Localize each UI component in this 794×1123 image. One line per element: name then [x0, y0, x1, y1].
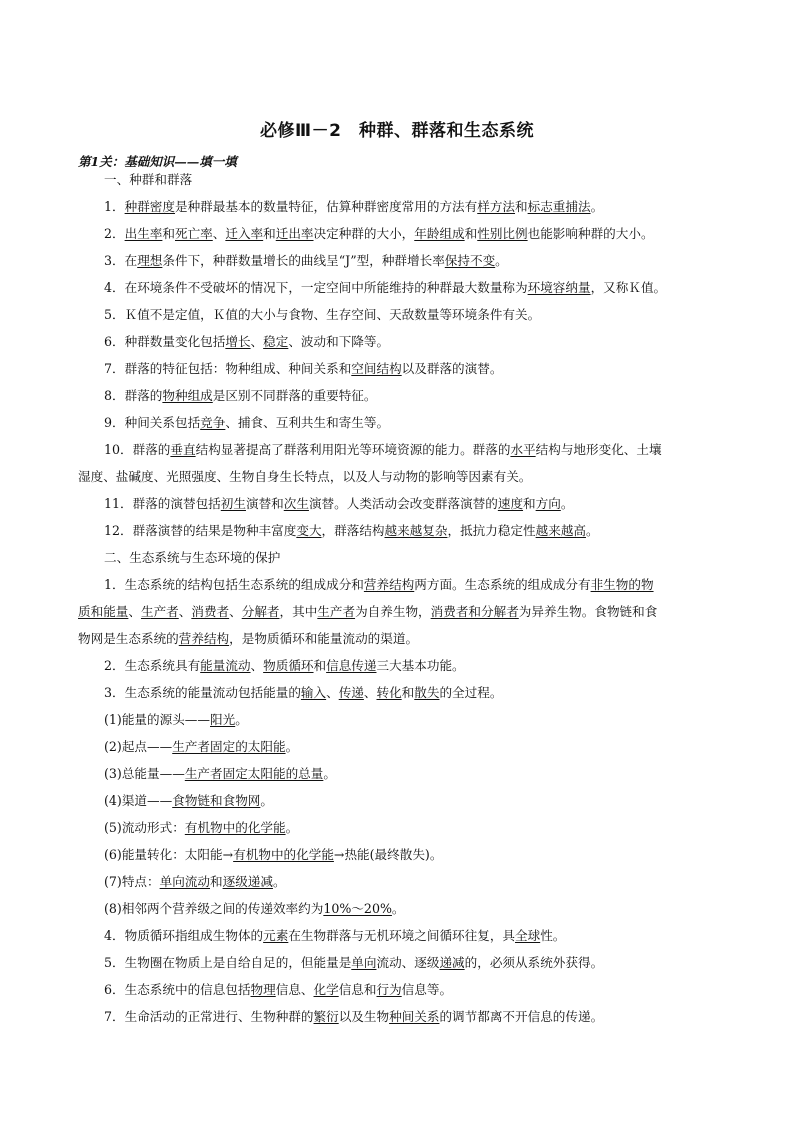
page-title: 必修Ⅲ－2 种群、群落和生态系统: [260, 121, 534, 141]
text-segment: 、: [128, 604, 141, 619]
text-segment: 以及群落的演替。: [401, 361, 503, 376]
text-segment: 为自养生物，: [355, 604, 431, 619]
text-segment: 。: [560, 496, 574, 511]
text-segment: 。: [586, 523, 599, 538]
text-segment: 信息、: [275, 982, 314, 997]
text-segment: (4)渠道——: [104, 793, 173, 808]
underlined-answer: 迁出率: [275, 226, 314, 241]
underlined-answer: 逐级递减: [222, 874, 273, 889]
underlined-answer: 非生物的物: [590, 577, 654, 592]
text-segment: 结构与地形变化、土壤: [535, 442, 662, 457]
text-line: [0, 900, 794, 918]
underlined-answer: 递减: [439, 955, 465, 970]
text-segment: 条件下，种群数量增长的曲线呈“J”型，种群增长率: [162, 253, 445, 268]
text-segment: (3)总能量——: [104, 766, 185, 781]
text-segment: 1．: [104, 199, 125, 214]
text-segment: 1．生态系统的结构包括生态系统的组成成分和: [104, 577, 364, 592]
text-segment: 和: [263, 226, 276, 241]
underlined-answer: 质和能量: [78, 604, 129, 619]
text-segment: 7．生命活动的正常进行、生物种群的: [104, 1009, 314, 1024]
text-segment: ，群落结构: [321, 523, 385, 538]
text-segment: (2)起点——: [104, 739, 173, 754]
underlined-answer: 行为: [376, 982, 402, 997]
underlined-answer: 信息传递: [326, 658, 377, 673]
text-segment: 湿度、盐碱度、光照强度、生物自身生长特点，以及人与动物的影响等因素有关。: [78, 469, 532, 484]
text-segment: 信息和: [338, 982, 377, 997]
text-segment: 决定种群的大小，: [313, 226, 415, 241]
underlined-answer: 有机物中的化学能: [184, 820, 286, 835]
text-line: [0, 252, 794, 270]
text-segment: 。: [323, 766, 336, 781]
text-segment: 和: [162, 226, 175, 241]
text-segment: 、: [250, 658, 264, 673]
text-segment: 。: [285, 739, 299, 754]
text-segment: 。: [260, 793, 273, 808]
text-line: [0, 576, 794, 594]
underlined-answer: 标志重捕法: [527, 199, 591, 214]
underlined-answer: 垂直: [170, 442, 196, 457]
text-line: [0, 495, 794, 513]
text-line: [0, 927, 794, 945]
text-segment: (8)相邻两个营养级之间的传递效率约为: [104, 901, 324, 916]
underlined-answer: 空间结构: [351, 361, 402, 376]
text-line: [0, 630, 794, 648]
underlined-answer: 水平: [510, 442, 536, 457]
text-segment: 9．种间关系包括: [104, 415, 201, 430]
underlined-answer: 增长: [225, 334, 251, 349]
text-segment: 和: [523, 496, 536, 511]
text-segment: ，是物质循环和能量流动的渠道。: [229, 631, 419, 646]
text-line: [0, 198, 794, 216]
text-segment: 结构显著提高了群落利用阳光等环境资源的能力。群落的: [195, 442, 511, 457]
underlined-answer: 次生: [283, 496, 309, 511]
underlined-answer: 10%～20%: [323, 901, 392, 916]
text-segment: 信息等。: [401, 982, 453, 997]
text-segment: 性。: [540, 928, 566, 943]
text-segment: (5)流动形式：: [104, 820, 185, 835]
underlined-answer: 生产者固定的太阳能: [172, 739, 286, 754]
underlined-answer: 消费者: [191, 604, 230, 619]
underlined-answer: 稳定: [263, 334, 289, 349]
text-line: [0, 468, 794, 486]
text-segment: 、波动和下降等。: [288, 334, 390, 349]
text-segment: →热能(最终散失)。: [333, 847, 443, 862]
text-segment: 5．Ｋ值不是定值，Ｋ值的大小与食物、生存空间、天敌数量等环境条件有关。: [104, 307, 541, 322]
underlined-answer: 迁入率: [225, 226, 264, 241]
text-segment: 10．群落的: [104, 442, 171, 457]
underlined-answer: 物质循环: [263, 658, 314, 673]
text-segment: 也能影响种群的大小。: [527, 226, 654, 241]
underlined-answer: 变大: [296, 523, 322, 538]
underlined-answer: 转化: [376, 685, 402, 700]
underlined-answer: 初生: [220, 496, 246, 511]
underlined-answer: 阳光: [210, 712, 236, 727]
text-segment: 。: [285, 820, 299, 835]
text-segment: ，抵抗力稳定性: [447, 523, 536, 538]
text-line: [0, 711, 794, 729]
text-segment: 是种群最基本的数量特征，估算种群密度常用的方法有: [174, 199, 478, 214]
text-segment: (7)特点：: [104, 874, 160, 889]
text-segment: 和: [401, 685, 415, 700]
text-segment: 、: [229, 604, 242, 619]
underlined-answer: 方向: [535, 496, 561, 511]
text-segment: 的全过程。: [439, 685, 503, 700]
text-segment: 4．在环境条件不受破坏的情况下，一定空间中所能维持的种群最大数量称为: [104, 280, 528, 295]
text-segment: 2．生态系统具有: [104, 658, 201, 673]
text-line: [0, 954, 794, 972]
text-line: [0, 387, 794, 405]
underlined-answer: 速度: [497, 496, 524, 511]
underlined-answer: 生产者固定太阳能的总量: [184, 766, 324, 781]
underlined-answer: 竞争: [200, 415, 226, 430]
underlined-answer: 死亡率: [174, 226, 213, 241]
text-segment: 和: [210, 874, 223, 889]
text-line: [0, 549, 794, 567]
text-line: [0, 657, 794, 675]
text-line: [0, 738, 794, 756]
text-segment: 12．群落演替的结果是物种丰富度: [104, 523, 297, 538]
text-segment: (6)能量转化：太阳能→: [104, 847, 234, 862]
text-segment: 和: [313, 658, 327, 673]
text-segment: 6．种群数量变化包括: [104, 334, 226, 349]
text-line: [0, 333, 794, 351]
underlined-answer: 有机物中的化学能: [233, 847, 334, 862]
text-segment: 2．: [104, 226, 125, 241]
text-segment: 两方面。生态系统的组成成分有: [414, 577, 591, 592]
text-segment: 7．群落的特征包括：物种组成、种间关系和: [104, 361, 352, 376]
underlined-answer: 性别比例: [477, 226, 528, 241]
text-segment: 流动、逐级: [376, 955, 440, 970]
section-subtitle: 第1关：基础知识——填一填: [78, 154, 237, 169]
underlined-answer: 能量流动: [200, 658, 251, 673]
text-segment: 和: [515, 199, 528, 214]
underlined-answer: 种群密度: [124, 199, 175, 214]
underlined-answer: 单向流动: [159, 874, 210, 889]
text-segment: ，又称Ｋ值。: [590, 280, 667, 295]
text-line: [0, 603, 794, 621]
text-segment: 演替。人类活动会改变群落演替的: [308, 496, 498, 511]
underlined-answer: 保持不变: [444, 253, 496, 268]
underlined-answer: 营养结构: [178, 631, 230, 646]
text-line: [0, 873, 794, 891]
text-segment: 一、种群和群落: [104, 172, 193, 187]
text-segment: 。: [590, 199, 604, 214]
text-segment: 在生物群落与无机环境之间循环往复，具: [288, 928, 516, 943]
underlined-answer: 全球: [515, 928, 541, 943]
text-line: [0, 765, 794, 783]
text-segment: 3．在: [104, 253, 138, 268]
underlined-answer: 输入: [300, 685, 327, 700]
text-line: [0, 171, 794, 189]
text-segment: 8．群落的: [104, 388, 163, 403]
text-segment: 。: [272, 874, 286, 889]
text-segment: 演替和: [245, 496, 284, 511]
text-line: [0, 360, 794, 378]
underlined-answer: 营养结构: [363, 577, 415, 592]
text-segment: 、: [212, 226, 226, 241]
underlined-answer: 生产者: [317, 604, 356, 619]
underlined-answer: 元素: [263, 928, 289, 943]
underlined-answer: 化学: [313, 982, 339, 997]
underlined-answer: 环境容纳量: [527, 280, 591, 295]
text-segment: 和: [464, 226, 478, 241]
text-segment: 5．生物圈在物质上是自给自足的，但能量是: [104, 955, 352, 970]
underlined-answer: 种间关系: [389, 1009, 440, 1024]
text-segment: 、: [250, 334, 264, 349]
text-segment: 、捕食、互利共生和寄生等。: [225, 415, 390, 430]
underlined-answer: 物理: [250, 982, 276, 997]
underlined-answer: 繁衍: [313, 1009, 339, 1024]
text-segment: 的，必须从系统外获得。: [464, 955, 604, 970]
text-segment: (1)能量的源头——: [104, 712, 210, 727]
text-line: [0, 414, 794, 432]
underlined-answer: 食物链和食物网: [172, 793, 261, 808]
underlined-answer: 越来越高: [535, 523, 586, 538]
text-line: [0, 522, 794, 540]
text-line: [0, 792, 794, 810]
underlined-answer: 年龄组成: [414, 226, 465, 241]
underlined-answer: 理想: [137, 253, 163, 268]
text-segment: 6．生态系统中的信息包括: [104, 982, 251, 997]
text-segment: 三大基本功能。: [376, 658, 465, 673]
underlined-answer: 单向: [351, 955, 377, 970]
text-segment: 。: [391, 901, 405, 916]
text-segment: 为异养生物。食物链和食: [518, 604, 658, 619]
underlined-answer: 消费者和分解者: [430, 604, 519, 619]
text-line: [0, 846, 794, 864]
text-line: [0, 981, 794, 999]
text-segment: 、: [326, 685, 339, 700]
text-segment: 4．物质循环指组成生物体的: [104, 928, 264, 943]
text-line: [0, 684, 794, 702]
underlined-answer: 越来越复杂: [384, 523, 448, 538]
text-line: [0, 306, 794, 324]
underlined-answer: 物种组成: [162, 388, 213, 403]
text-segment: 二、生态系统与生态环境的保护: [104, 550, 281, 565]
text-segment: ，其中: [279, 604, 318, 619]
underlined-answer: 生产者: [140, 604, 179, 619]
text-segment: 11．群落的演替包括: [104, 496, 221, 511]
text-line: [0, 225, 794, 243]
underlined-answer: 样方法: [477, 199, 516, 214]
text-line: [0, 279, 794, 297]
text-line: [0, 441, 794, 459]
text-segment: 。: [495, 253, 508, 268]
text-segment: 以及生物: [338, 1009, 390, 1024]
underlined-answer: 出生率: [124, 226, 163, 241]
underlined-answer: 散失: [414, 685, 440, 700]
text-segment: 。: [235, 712, 248, 727]
text-segment: 3．生态系统的能量流动包括能量的: [104, 685, 301, 700]
text-segment: 物网是生态系统的: [78, 631, 179, 646]
text-segment: 、: [363, 685, 377, 700]
text-segment: 是区别不同群落的重要特征。: [212, 388, 377, 403]
text-segment: 的调节都离不开信息的传递。: [439, 1009, 604, 1024]
text-segment: 、: [178, 604, 192, 619]
text-line: [0, 1008, 794, 1026]
underlined-answer: 传递: [338, 685, 364, 700]
text-line: [0, 819, 794, 837]
underlined-answer: 分解者: [241, 604, 280, 619]
